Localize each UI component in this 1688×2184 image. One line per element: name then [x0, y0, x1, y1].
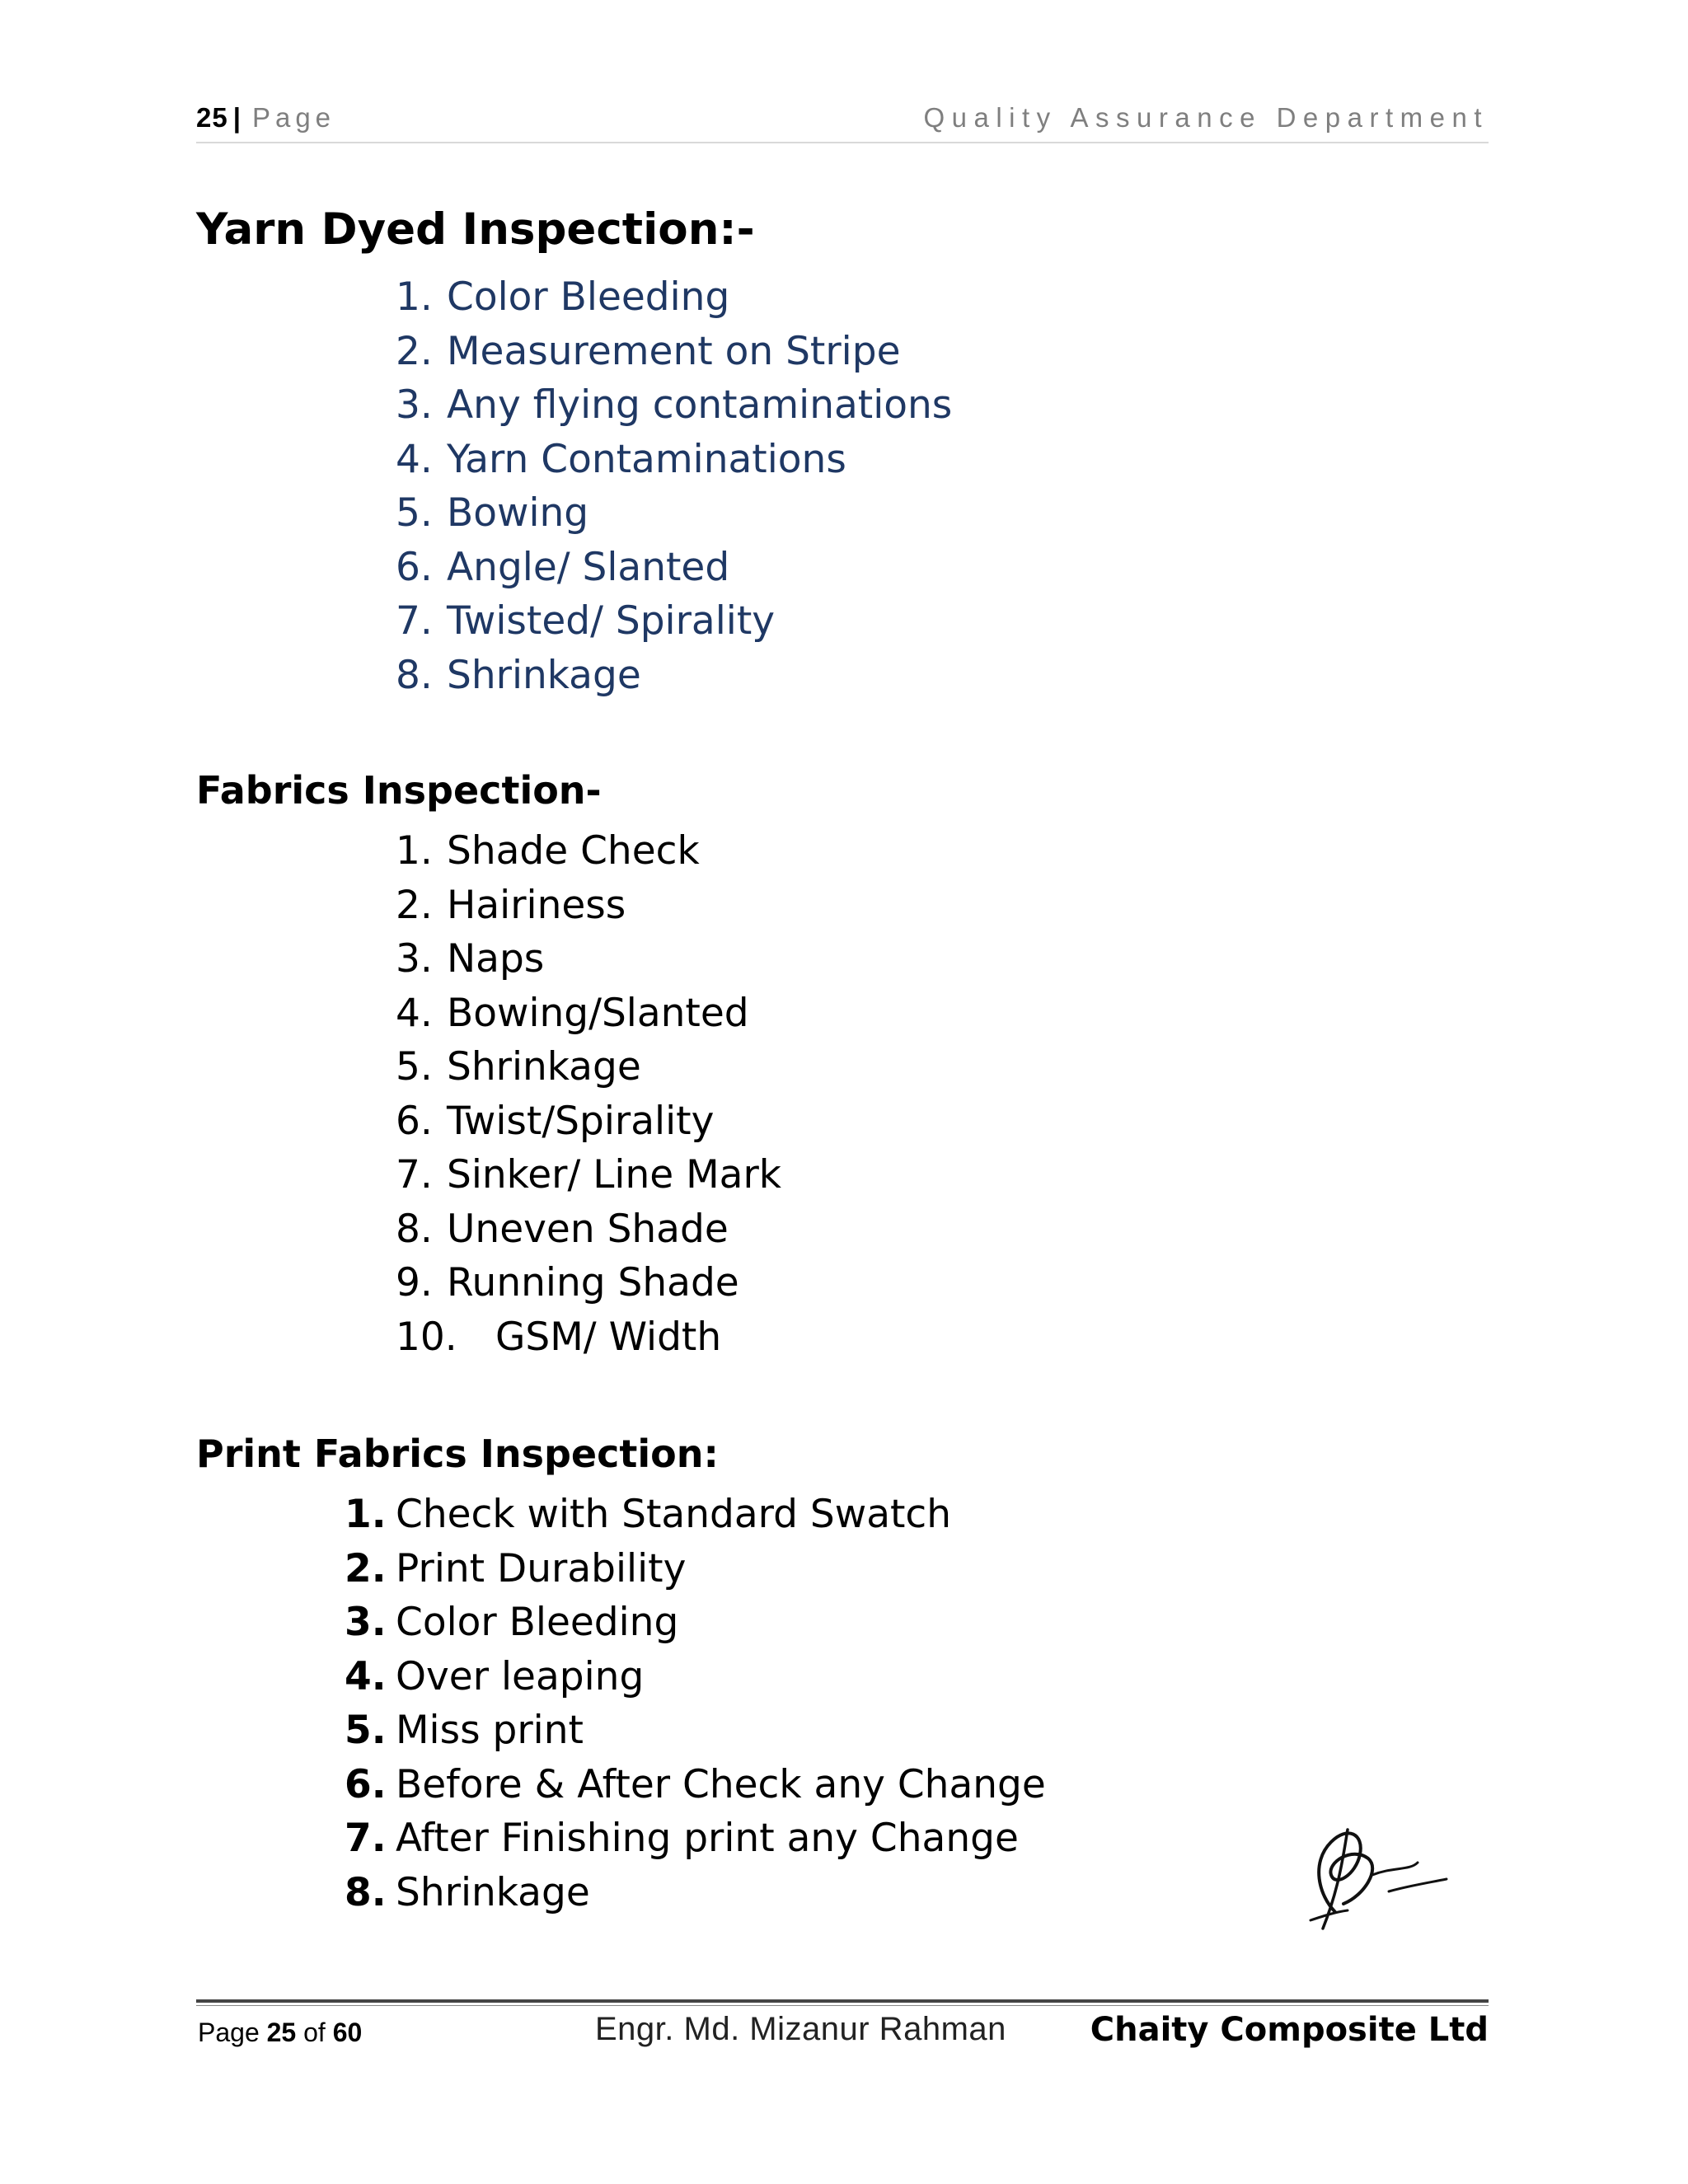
print-fabrics-list — [345, 1488, 1046, 1919]
item-number: 4. — [396, 436, 433, 482]
header-page-indicator — [196, 102, 335, 134]
item-number: 4. — [396, 990, 433, 1036]
item-number: 7. — [396, 598, 433, 644]
item-text: Shrinkage — [447, 652, 641, 698]
list-item — [345, 1704, 1046, 1758]
item-text: Over leaping — [396, 1653, 645, 1699]
item-text: Yarn Contaminations — [447, 436, 846, 482]
item-number: 3. — [396, 382, 433, 428]
item-text: Naps — [447, 936, 545, 982]
item-text: After Finishing print any Change — [396, 1816, 1019, 1861]
list-item — [396, 1148, 781, 1202]
section-title-yarn-dyed: Yarn Dyed Inspection:- — [196, 204, 755, 255]
item-text: Twist/Spirality — [447, 1098, 715, 1144]
list-item — [396, 824, 781, 879]
list-item — [345, 1758, 1046, 1812]
list-item — [345, 1866, 1046, 1920]
footer-page-count — [198, 2018, 362, 2048]
item-number: 10. — [396, 1314, 457, 1360]
item-number: 3. — [345, 1600, 387, 1645]
list-item — [396, 1310, 781, 1365]
item-text: Measurement on Stripe — [447, 328, 901, 374]
footer-divider — [196, 1999, 1489, 2003]
item-number: 8. — [345, 1869, 387, 1915]
item-text: Miss print — [396, 1708, 584, 1753]
list-item — [396, 270, 952, 325]
list-item — [396, 1256, 781, 1310]
item-number: 1. — [396, 828, 433, 874]
item-number: 4. — [345, 1653, 387, 1699]
item-text: Running Shade — [447, 1260, 739, 1305]
footer-author: Engr. Md. Mizanur Rahman — [595, 2011, 1006, 2047]
item-number: 7. — [396, 1152, 433, 1197]
item-number: 1. — [396, 274, 433, 320]
list-item — [396, 486, 952, 541]
item-text: Print Durability — [396, 1545, 687, 1591]
item-number: 2. — [396, 328, 433, 374]
fabrics-list — [396, 824, 781, 1364]
item-number: 5. — [345, 1708, 387, 1753]
item-number: 3. — [396, 936, 433, 982]
item-text: Any flying contaminations — [447, 382, 953, 428]
item-number: 5. — [396, 1044, 433, 1090]
list-item — [396, 879, 781, 933]
item-text: Bowing/Slanted — [447, 990, 749, 1036]
section-title-print-fabrics: Print Fabrics Inspection: — [196, 1432, 719, 1476]
item-text: Hairiness — [447, 882, 626, 928]
item-text: Before & After Check any Change — [396, 1761, 1046, 1807]
list-item — [345, 1542, 1046, 1596]
item-text: GSM/ Width — [495, 1314, 722, 1360]
item-number: 6. — [396, 1098, 433, 1144]
item-text: Angle/ Slanted — [447, 544, 730, 590]
list-item — [345, 1596, 1046, 1650]
item-number: 9. — [396, 1260, 433, 1305]
item-text: Uneven Shade — [447, 1206, 729, 1252]
list-item — [396, 1202, 781, 1257]
list-item — [396, 987, 781, 1041]
footer-company: Chaity Composite Ltd — [1090, 2011, 1489, 2049]
item-number: 8. — [396, 652, 433, 698]
item-text: Color Bleeding — [447, 274, 730, 320]
item-text: Shade Check — [447, 828, 700, 874]
item-text: Check with Standard Swatch — [396, 1492, 952, 1537]
footer-current-page: 25 — [266, 2018, 297, 2047]
item-number: 6. — [396, 544, 433, 590]
footer-of-label: of — [303, 2018, 326, 2047]
item-text: Sinker/ Line Mark — [447, 1152, 782, 1197]
header-separator: | — [232, 102, 246, 133]
footer-page-label: Page — [198, 2018, 260, 2047]
list-item — [396, 325, 952, 379]
item-number: 5. — [396, 490, 433, 536]
list-item — [396, 541, 952, 595]
header-page-word: Page — [251, 102, 336, 133]
item-text: Color Bleeding — [396, 1600, 679, 1645]
item-number: 2. — [345, 1545, 387, 1591]
item-number: 7. — [345, 1816, 387, 1861]
header-page-number: 25 — [196, 102, 228, 133]
footer-divider-thin — [196, 2005, 1489, 2006]
item-text: Bowing — [447, 490, 589, 536]
item-text: Shrinkage — [396, 1869, 590, 1915]
list-item — [396, 932, 781, 987]
section-title-fabrics: Fabrics Inspection- — [196, 768, 602, 813]
footer-total-pages: 60 — [332, 2018, 363, 2047]
list-item — [345, 1488, 1046, 1542]
item-number: 2. — [396, 882, 433, 928]
list-item — [396, 1040, 781, 1094]
item-number: 1. — [345, 1492, 387, 1537]
item-text: Shrinkage — [447, 1044, 641, 1090]
list-item — [396, 433, 952, 487]
item-number: 6. — [345, 1761, 387, 1807]
item-number: 8. — [396, 1206, 433, 1252]
yarn-dyed-list — [396, 270, 952, 702]
header-department: Quality Assurance Department — [923, 102, 1489, 133]
list-item — [396, 594, 952, 649]
list-item — [396, 1094, 781, 1149]
page-header — [196, 97, 1489, 143]
list-item — [396, 378, 952, 433]
list-item — [345, 1650, 1046, 1704]
signature-image — [1286, 1797, 1484, 1945]
list-item — [396, 649, 952, 703]
list-item — [345, 1811, 1046, 1866]
item-text: Twisted/ Spirality — [447, 598, 776, 644]
